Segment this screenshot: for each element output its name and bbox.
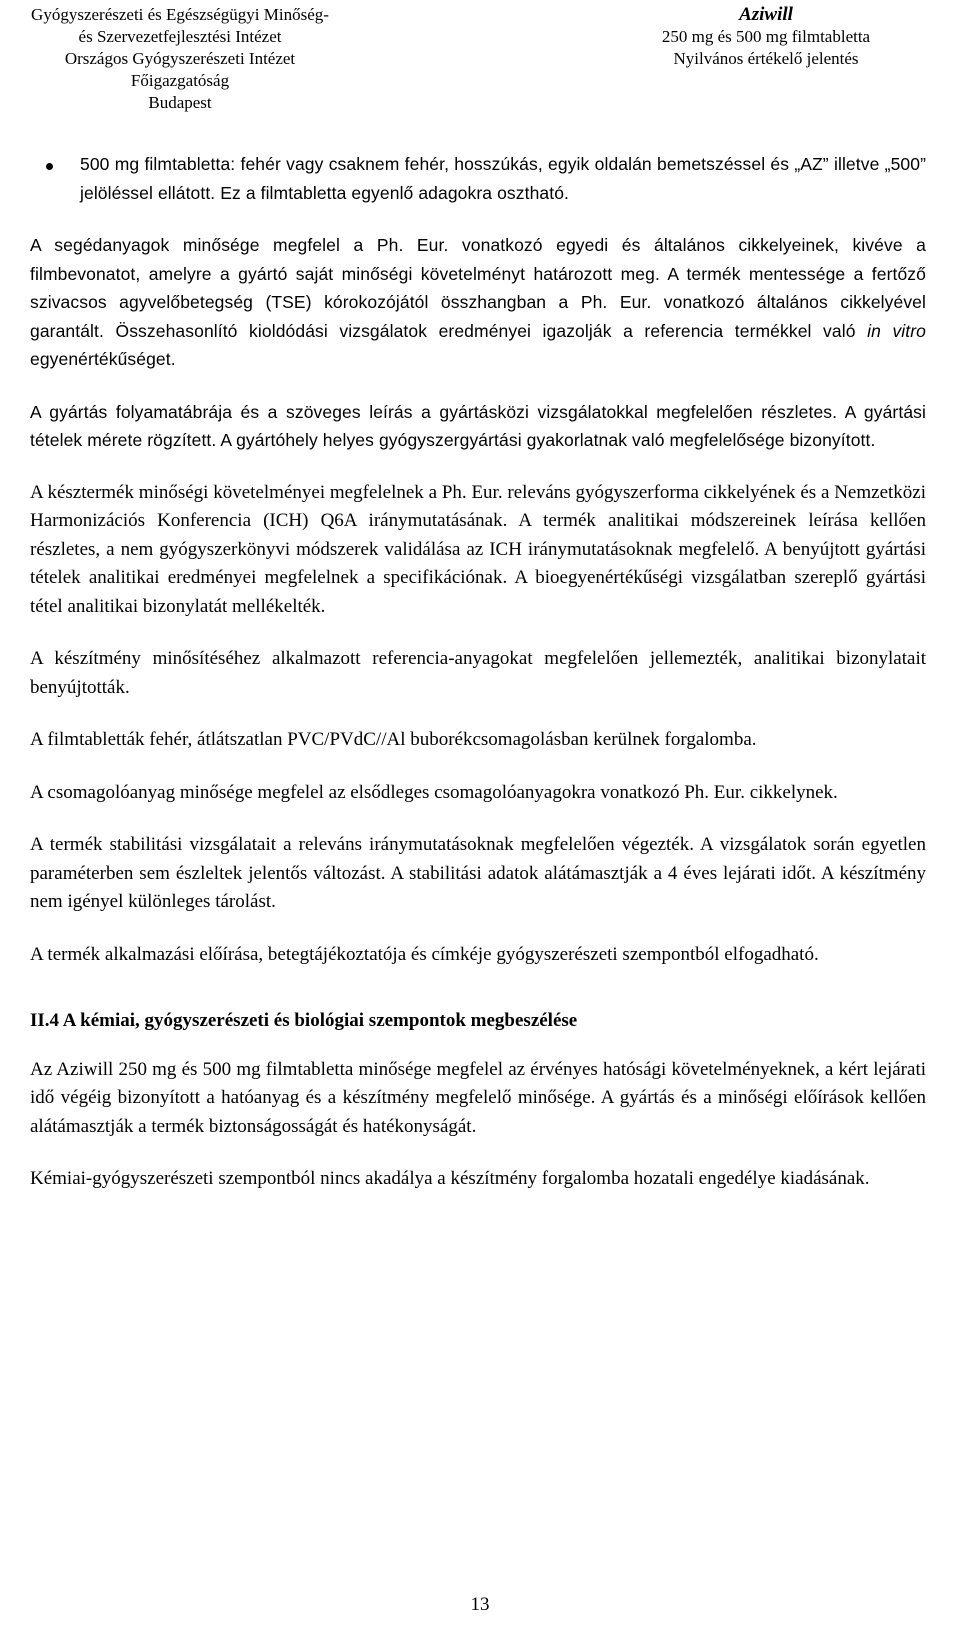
italic-term: in vitro: [867, 320, 926, 341]
agency-line: és Szervezetfejlesztési Intézet: [78, 27, 282, 46]
paragraph-conclusion: Az Aziwill 250 mg és 500 mg filmtabletta minősége megfelel az érvényes hatósági követelményeknek, a kért lejárati idő végéig bizonyított a hatóanyag és a készítmény megfelelő minősége. A gyártás és a minőségi előírások kellően alátámasztják a termék biztonságosságát és hatékonyságát.: [30, 1058, 926, 1137]
paragraph-packaging-quality: A csomagolóanyag minősége megfelel az elsődleges csomagolóanyagokra vonatkozó Ph. Eur. cikkelynek.: [30, 781, 838, 803]
paragraph-manufacturing: A gyártás folyamatábrája és a szöveges leírás a gyártásközi vizsgálatokkal megfelelően részletes. A gyártási tételek mérete rögzített. A gyártóhely helyes gyógyszergyártási gyakorlatnak való megfelelősége bizonyított.: [30, 401, 926, 450]
bullet-text: 500 mg filmtabletta: fehér vagy csaknem fehér, hosszúkás, egyik oldalán bemetszéssel és „AZ” illetve „500” jelöléssel ellátott. Ez a filmtabletta egyenlő adagokra osztható.: [80, 154, 926, 203]
product-line: 250 mg és 500 mg filmtabletta: [661, 27, 871, 46]
paragraph-reference-materials: A készítmény minősítéséhez alkalmazott referencia-anyagokat megfelelően jellemezték, analitikai bizonylatait benyújtották.: [30, 648, 926, 698]
paragraph-packaging: A filmtabletták fehér, átlátszatlan PVC/PVdC//Al buborékcsomagolásban kerülnek forgalomba.: [30, 729, 757, 750]
bullet-item: [30, 150, 926, 207]
paragraph-text: egyenértékűséget.: [30, 349, 176, 369]
agency-line: Budapest: [148, 93, 212, 112]
agency-line: Országos Gyógyszerészeti Intézet: [64, 49, 296, 68]
paragraph-final: Kémiai-gyógyszerészeti szempontból nincs akadálya a készítmény forgalomba hozatali engedélye kiadásának.: [30, 1168, 870, 1189]
page-header: [0, 4, 960, 124]
document-body: [30, 150, 926, 1218]
page-number: 13: [470, 1594, 490, 1615]
product-title: Aziwill: [739, 4, 793, 25]
paragraph-text: A segédanyagok minősége megfelel a Ph. Eur. vonatkozó egyedi és általános cikkelyeinek, kivéve a filmbevonatot, amelyre a gyártó saját minőségi követelményt határozott meg. A termék mentessége a fertőző szivacsos agyvelőbetegség (TSE) kórokozójától összhangban a Ph. Eur. vonatkozó általános cikkelyével garantált.: [30, 235, 926, 341]
product-line: Nyilvános értékelő jelentés: [673, 49, 859, 68]
paragraph-stability: A termék stabilitási vizsgálatait a releváns iránymutatásoknak megfelelően végezték. A vizsgálatok során egyetlen paraméterben sem észleltek jelentős változást. A stabilitási adatok alátámasztják a 4 éves lejárati időt. A készítmény nem igényel különleges tárolást.: [30, 834, 926, 912]
paragraph-specification: A késztermék minőségi követelményei megfelelnek a Ph. Eur. releváns gyógyszerforma cikkelyének és a Nemzetközi Harmonizációs Konferencia (ICH) Q6A iránymutatásának. A termék analitikai módszereinek leírása kellően részletes, a nem gyógyszerkönyvi módszerek validálása az ICH iránymutatásoknak megfelelő. A benyújtott gyártási tételek analitikai eredményei megfelelnek a specifikációnak. A bioegyenértékűségi vizsgálatban szereplő gyártási tétel analitikai bizonylatát mellékelték.: [30, 481, 926, 617]
section-heading: II.4 A kémiai, gyógyszerészeti és biológiai szempontok megbeszélése: [30, 1010, 578, 1031]
product-block: [616, 4, 916, 70]
paragraph-labelling: A termék alkalmazási előírása, betegtájékoztatója és címkéje gyógyszerészeti szempontból elfogadható.: [30, 943, 819, 965]
paragraph-text: Összehasonlító kioldódási vizsgálatok eredményei igazolják a referencia termékkel való: [115, 320, 856, 341]
agency-block: [10, 4, 350, 114]
bullet-dot-icon: [46, 163, 53, 170]
agency-line: Főigazgatóság: [130, 71, 230, 90]
paragraph-excipients: [30, 231, 926, 374]
agency-line: Gyógyszerészeti és Egészségügyi Minőség-: [31, 5, 329, 24]
